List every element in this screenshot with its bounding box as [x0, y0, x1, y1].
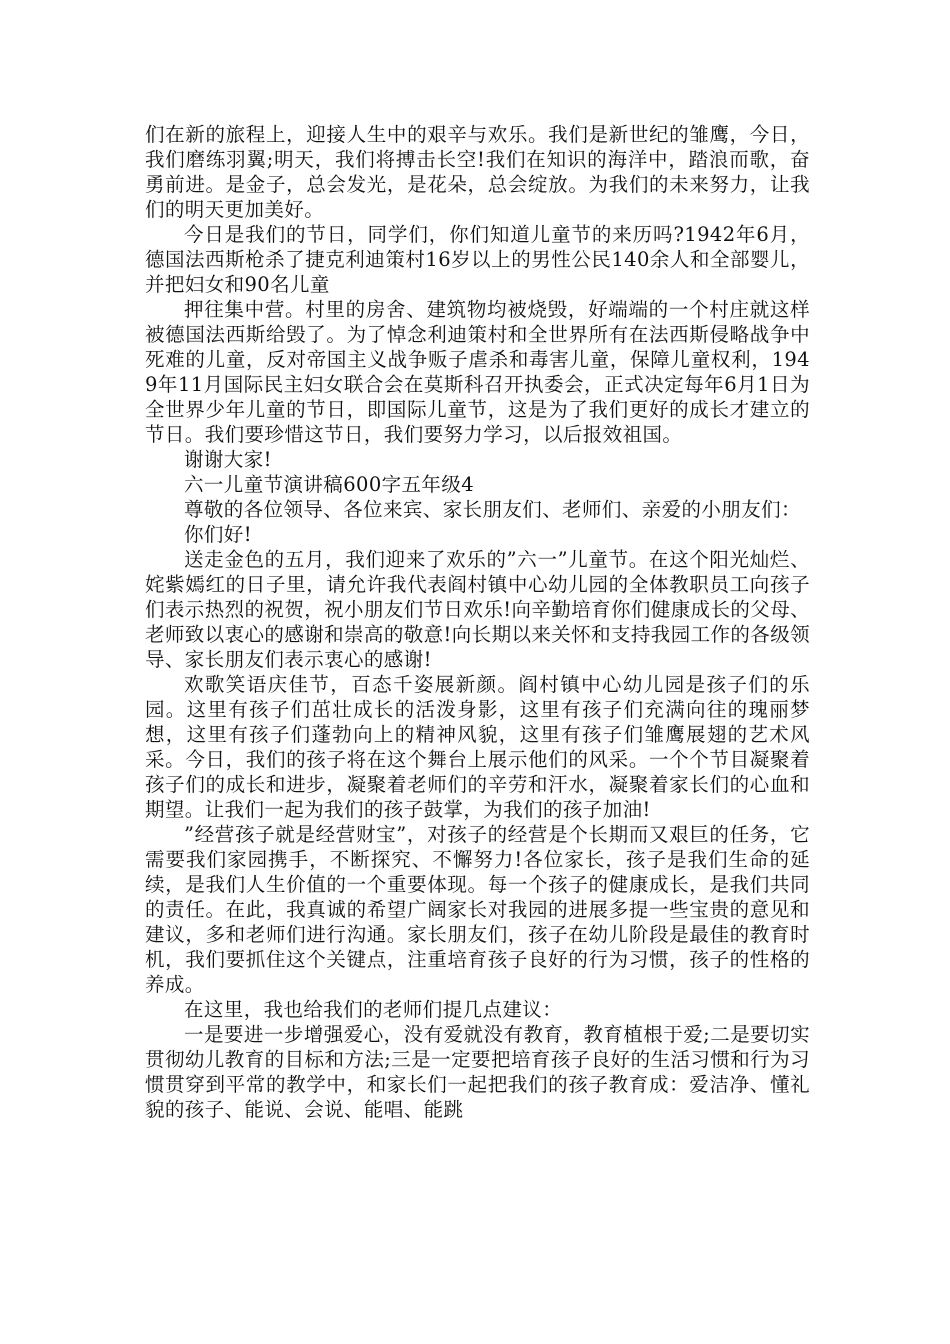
paragraph-childrens-day-history: 今日是我们的节日，同学们，你们知道儿童节的来历吗?1942年6月，德国法西斯枪杀了捷克利迪策村16岁以上的男性公民140余人和全部婴儿，并把妇女和90名儿童 [145, 223, 810, 296]
document-body [145, 122, 810, 1122]
paragraph-thanks: 谢谢大家! [184, 448, 272, 471]
paragraph-parents: ”经营孩子就是经营财宝”，对孩子的经营是个长期而又艰巨的任务，它需要我们家园携手，不断探究、不懈努力!各位家长，孩子是我们生命的延续，是我们人生价值的一个重要体现。每一个孩子的健康成长，是我们共同的责任。在此，我真诚的希望广阔家长对我园的进展多提一些宝贵的意见和建议，多和老师们进行沟通。家长朋友们，孩子在幼儿阶段是最佳的教育时机，我们要抓住这个关键点，注重培育孩子良好的行为习惯，孩子的性格的养成。 [145, 823, 810, 996]
paragraph-suggestions-intro: 在这里，我也给我们的老师们提几点建议： [184, 998, 563, 1021]
paragraph-celebration: 欢歌笑语庆佳节，百态千姿展新颜。阎村镇中心幼儿园是孩子们的乐园。这里有孩子们茁壮成长的活泼身影，这里有孩子们充满向往的瑰丽梦想，这里有孩子们蓬勃向上的精神风貌，这里有孩子们雏鹰展翅的艺术风采。今日，我们的孩子将在这个舞台上展示他们的风采。一个个节目凝聚着孩子们的成长和进步，凝聚着老师们的辛劳和汗水，凝聚着家长们的心血和期望。让我们一起为我们的孩子鼓掌，为我们的孩子加油! [145, 673, 810, 821]
paragraph-lidice-history: 押往集中营。村里的房舍、建筑物均被烧毁，好端端的一个村庄就这样被德国法西斯给毁了。为了悼念利迪策村和全世界所有在法西斯侵略战争中死难的儿童，反对帝国主义战争贩子虐杀和毒害儿童，保障儿童权利，1949年11月国际民主妇女联合会在莫斯科召开执委会，正式决定每年6月1日为全世界少年儿童的节日，即国际儿童节，这是为了我们更好的成长才建立的节日。我们要珍惜这节日，我们要努力学习，以后报效祖国。 [145, 298, 810, 446]
paragraph-suggestions: 一是要进一步增强爱心，没有爱就没有教育，教育植根于爱;二是要切实贯彻幼儿教育的目标和方法;三是一定要把培育孩子良好的生活习惯和行为习惯贯穿到平常的教学中，和家长们一起把我们的孩子教育成：爱洁净、懂礼貌的孩子、能说、会说、能唱、能跳 [145, 1023, 810, 1121]
paragraph-continuation: 们在新的旅程上，迎接人生中的艰辛与欢乐。我们是新世纪的雏鹰，今日，我们磨练羽翼;明天，我们将搏击长空!我们在知识的海洋中，踏浪而歌，奋勇前进。是金子，总会发光，是花朵，总会绽放。为我们的未来努力，让我们的明天更加美好。 [145, 123, 810, 221]
section-heading: 六一儿童节演讲稿600字五年级4 [184, 473, 475, 496]
paragraph-greeting: 你们好! [184, 523, 252, 546]
paragraph-salutation: 尊敬的各位领导、各位来宾、家长朋友们、老师们、亲爱的小朋友们： [184, 498, 801, 521]
paragraph-welcome: 送走金色的五月，我们迎来了欢乐的”六一”儿童节。在这个阳光灿烂、姹紫嫣红的日子里，请允许我代表阎村镇中心幼儿园的全体教职员工向孩子们表示热烈的祝贺，祝小朋友们节日欢乐!向辛勤培育你们健康成长的父母、老师致以衷心的感谢和崇高的敬意!向长期以来关怀和支持我园工作的各级领导、家长朋友们表示衷心的感谢! [145, 548, 810, 671]
